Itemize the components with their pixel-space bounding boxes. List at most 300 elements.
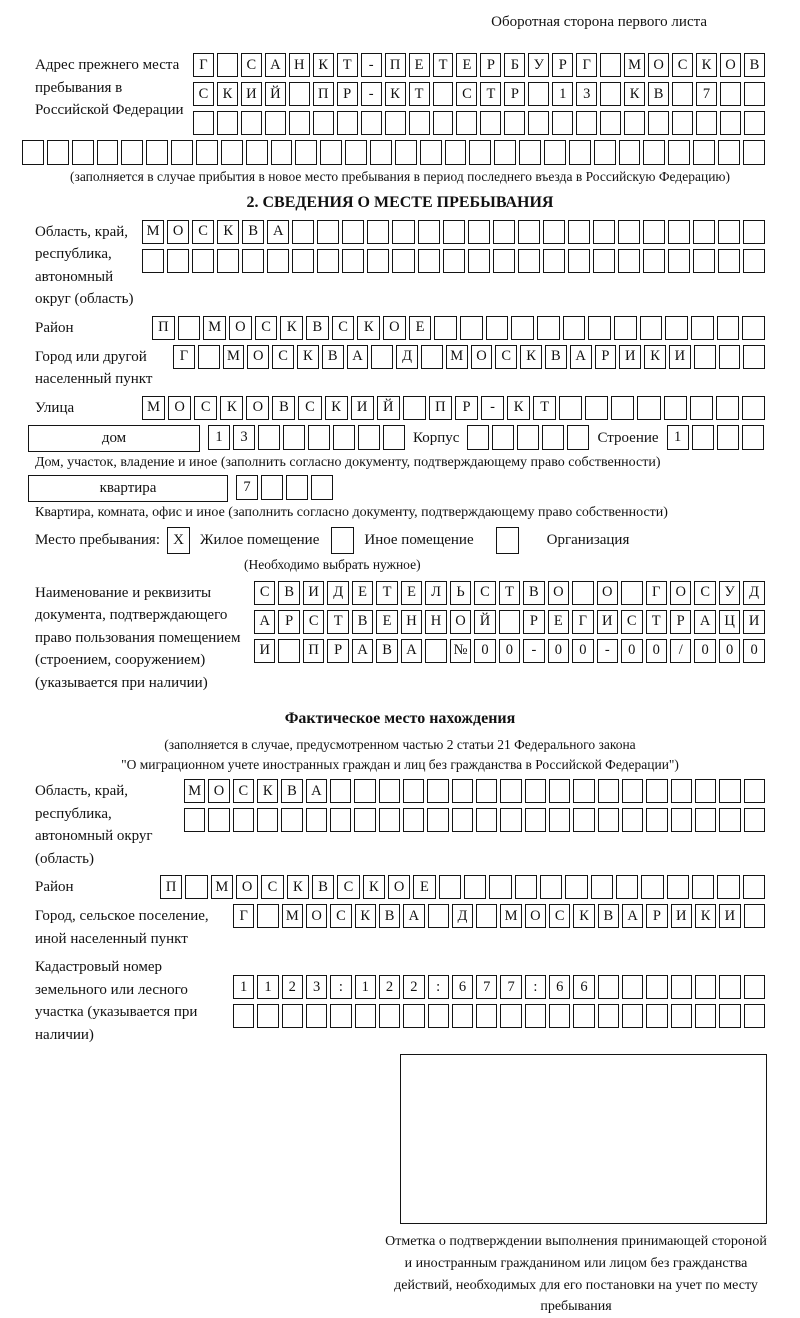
char-cell[interactable]: Т — [499, 581, 520, 605]
char-cell[interactable]: О — [383, 316, 406, 340]
char-cell[interactable]: К — [313, 53, 334, 77]
char-cell[interactable] — [257, 904, 278, 928]
char-cell[interactable]: К — [363, 875, 385, 899]
char-cell[interactable]: К — [217, 82, 238, 106]
char-cell[interactable] — [467, 425, 489, 450]
char-cell[interactable]: 2 — [379, 975, 400, 999]
char-cell[interactable] — [146, 140, 168, 165]
char-cell[interactable] — [354, 779, 375, 803]
char-cell[interactable]: А — [347, 345, 369, 369]
char-cell[interactable] — [518, 249, 540, 273]
char-cell[interactable]: М — [500, 904, 521, 928]
char-cell[interactable]: О — [597, 581, 618, 605]
char-cell[interactable]: Г — [646, 581, 667, 605]
char-cell[interactable] — [743, 875, 765, 899]
char-cell[interactable]: О — [236, 875, 258, 899]
char-cell[interactable] — [342, 249, 364, 273]
char-cell[interactable] — [549, 1004, 570, 1028]
char-cell[interactable] — [598, 1004, 619, 1028]
char-cell[interactable] — [418, 249, 440, 273]
char-cell[interactable]: 0 — [694, 639, 715, 663]
char-cell[interactable]: О — [450, 610, 471, 634]
char-cell[interactable] — [559, 396, 582, 420]
char-cell[interactable] — [493, 220, 515, 244]
char-cell[interactable]: С — [621, 610, 642, 634]
char-cell[interactable]: 1 — [208, 425, 230, 450]
char-cell[interactable]: П — [385, 53, 406, 77]
char-cell[interactable] — [643, 220, 665, 244]
char-cell[interactable]: М — [142, 396, 165, 420]
char-cell[interactable] — [717, 425, 739, 450]
char-cell[interactable] — [486, 316, 509, 340]
char-cell[interactable] — [499, 610, 520, 634]
char-cell[interactable] — [295, 140, 317, 165]
char-cell[interactable]: А — [306, 779, 327, 803]
char-cell[interactable] — [667, 875, 689, 899]
char-cell[interactable] — [445, 140, 467, 165]
char-cell[interactable] — [544, 140, 566, 165]
char-cell[interactable] — [540, 875, 562, 899]
char-cell[interactable] — [379, 1004, 400, 1028]
char-cell[interactable]: Й — [265, 82, 286, 106]
char-cell[interactable]: О — [167, 220, 189, 244]
char-cell[interactable]: Д — [743, 581, 764, 605]
char-cell[interactable]: В — [278, 581, 299, 605]
char-cell[interactable]: В — [242, 220, 264, 244]
char-cell[interactable] — [528, 82, 549, 106]
char-cell[interactable] — [460, 316, 483, 340]
char-cell[interactable] — [22, 140, 44, 165]
char-cell[interactable] — [624, 111, 645, 135]
char-cell[interactable] — [257, 808, 278, 832]
char-cell[interactable] — [379, 808, 400, 832]
char-cell[interactable] — [233, 808, 254, 832]
char-cell[interactable]: - — [361, 82, 382, 106]
char-cell[interactable]: : — [330, 975, 351, 999]
char-cell[interactable] — [694, 345, 716, 369]
char-cell[interactable] — [719, 1004, 740, 1028]
char-cell[interactable] — [395, 140, 417, 165]
char-cell[interactable]: У — [719, 581, 740, 605]
char-cell[interactable] — [593, 220, 615, 244]
char-cell[interactable] — [569, 140, 591, 165]
char-cell[interactable]: О — [670, 581, 691, 605]
char-cell[interactable] — [286, 475, 308, 500]
char-cell[interactable] — [744, 82, 765, 106]
char-cell[interactable]: В — [545, 345, 567, 369]
char-cell[interactable] — [185, 875, 207, 899]
char-cell[interactable]: Р — [595, 345, 617, 369]
char-cell[interactable] — [271, 140, 293, 165]
char-cell[interactable] — [208, 808, 229, 832]
char-cell[interactable]: К — [257, 779, 278, 803]
char-cell[interactable]: И — [619, 345, 641, 369]
char-cell[interactable] — [511, 316, 534, 340]
char-cell[interactable]: И — [719, 904, 740, 928]
char-cell[interactable] — [367, 220, 389, 244]
char-cell[interactable]: С — [298, 396, 321, 420]
char-cell[interactable] — [528, 111, 549, 135]
char-cell[interactable]: Т — [533, 396, 556, 420]
char-cell[interactable] — [468, 249, 490, 273]
char-cell[interactable] — [489, 875, 511, 899]
char-cell[interactable]: Е — [401, 581, 422, 605]
char-cell[interactable]: 7 — [500, 975, 521, 999]
char-cell[interactable] — [500, 808, 521, 832]
char-cell[interactable] — [742, 396, 765, 420]
char-cell[interactable]: В — [281, 779, 302, 803]
char-cell[interactable]: И — [743, 610, 764, 634]
char-cell[interactable]: А — [622, 904, 643, 928]
char-cell[interactable] — [392, 220, 414, 244]
char-cell[interactable]: Й — [377, 396, 400, 420]
char-cell[interactable]: 1 — [233, 975, 254, 999]
char-cell[interactable] — [719, 779, 740, 803]
char-cell[interactable]: И — [351, 396, 374, 420]
char-cell[interactable]: К — [507, 396, 530, 420]
char-cell[interactable] — [456, 111, 477, 135]
char-cell[interactable]: Т — [433, 53, 454, 77]
char-cell[interactable] — [585, 396, 608, 420]
char-cell[interactable]: Р — [523, 610, 544, 634]
char-cell[interactable] — [668, 249, 690, 273]
char-cell[interactable]: В — [744, 53, 765, 77]
char-cell[interactable] — [403, 1004, 424, 1028]
char-cell[interactable]: Т — [337, 53, 358, 77]
char-cell[interactable]: К — [287, 875, 309, 899]
char-cell[interactable]: В — [312, 875, 334, 899]
char-cell[interactable]: А — [254, 610, 275, 634]
char-cell[interactable] — [648, 111, 669, 135]
char-cell[interactable]: 1 — [667, 425, 689, 450]
char-cell[interactable] — [403, 396, 426, 420]
char-cell[interactable] — [292, 220, 314, 244]
char-cell[interactable] — [568, 249, 590, 273]
char-cell[interactable]: Е — [548, 610, 569, 634]
char-cell[interactable]: С — [261, 875, 283, 899]
char-cell[interactable] — [443, 220, 465, 244]
char-cell[interactable] — [330, 808, 351, 832]
char-cell[interactable] — [563, 316, 586, 340]
char-cell[interactable]: Т — [327, 610, 348, 634]
char-cell[interactable]: : — [525, 975, 546, 999]
char-cell[interactable]: К — [695, 904, 716, 928]
char-cell[interactable] — [278, 639, 299, 663]
char-cell[interactable]: 2 — [282, 975, 303, 999]
char-cell[interactable] — [718, 249, 740, 273]
char-cell[interactable] — [618, 220, 640, 244]
char-cell[interactable]: 2 — [403, 975, 424, 999]
char-cell[interactable] — [171, 140, 193, 165]
char-cell[interactable]: - — [481, 396, 504, 420]
char-cell[interactable]: С — [456, 82, 477, 106]
char-cell[interactable]: - — [361, 53, 382, 77]
char-cell[interactable]: - — [597, 639, 618, 663]
char-cell[interactable] — [500, 779, 521, 803]
char-cell[interactable]: С — [694, 581, 715, 605]
char-cell[interactable] — [693, 220, 715, 244]
char-cell[interactable]: С — [192, 220, 214, 244]
char-cell[interactable]: 7 — [236, 475, 258, 500]
char-cell[interactable] — [594, 140, 616, 165]
char-cell[interactable] — [425, 639, 446, 663]
char-cell[interactable] — [719, 808, 740, 832]
char-cell[interactable]: Е — [352, 581, 373, 605]
char-cell[interactable] — [744, 111, 765, 135]
char-cell[interactable]: О — [246, 396, 269, 420]
char-cell[interactable] — [317, 249, 339, 273]
char-cell[interactable] — [616, 875, 638, 899]
char-cell[interactable] — [492, 425, 514, 450]
char-cell[interactable] — [261, 475, 283, 500]
char-cell[interactable] — [672, 111, 693, 135]
char-cell[interactable] — [744, 904, 765, 928]
char-cell[interactable]: № — [450, 639, 471, 663]
char-cell[interactable] — [500, 1004, 521, 1028]
char-cell[interactable]: Р — [480, 53, 501, 77]
char-cell[interactable]: П — [160, 875, 182, 899]
char-cell[interactable] — [493, 249, 515, 273]
char-cell[interactable]: О — [648, 53, 669, 77]
char-cell[interactable] — [525, 808, 546, 832]
char-cell[interactable]: А — [403, 904, 424, 928]
char-cell[interactable] — [333, 425, 355, 450]
char-cell[interactable] — [565, 875, 587, 899]
char-cell[interactable] — [355, 1004, 376, 1028]
char-cell[interactable]: О — [247, 345, 269, 369]
char-cell[interactable]: 0 — [621, 639, 642, 663]
char-cell[interactable]: И — [669, 345, 691, 369]
char-cell[interactable] — [664, 396, 687, 420]
char-cell[interactable]: С — [193, 82, 214, 106]
char-cell[interactable] — [242, 249, 264, 273]
char-cell[interactable]: С — [254, 581, 275, 605]
char-cell[interactable]: И — [303, 581, 324, 605]
char-cell[interactable]: И — [671, 904, 692, 928]
char-cell[interactable] — [385, 111, 406, 135]
char-cell[interactable] — [744, 975, 765, 999]
char-cell[interactable]: А — [352, 639, 373, 663]
char-cell[interactable] — [420, 140, 442, 165]
char-cell[interactable] — [600, 111, 621, 135]
char-cell[interactable]: Е — [376, 610, 397, 634]
char-cell[interactable] — [494, 140, 516, 165]
char-cell[interactable] — [221, 140, 243, 165]
char-cell[interactable]: В — [306, 316, 329, 340]
char-cell[interactable]: Г — [576, 53, 597, 77]
char-cell[interactable] — [306, 808, 327, 832]
char-cell[interactable]: М — [446, 345, 468, 369]
char-cell[interactable]: К — [217, 220, 239, 244]
char-cell[interactable]: К — [325, 396, 348, 420]
char-cell[interactable]: 6 — [573, 975, 594, 999]
char-cell[interactable] — [622, 779, 643, 803]
char-cell[interactable] — [193, 111, 214, 135]
char-cell[interactable] — [476, 904, 497, 928]
char-cell[interactable]: 0 — [743, 639, 764, 663]
char-cell[interactable] — [719, 345, 741, 369]
char-cell[interactable]: Р — [552, 53, 573, 77]
char-cell[interactable]: О — [720, 53, 741, 77]
char-cell[interactable]: К — [355, 904, 376, 928]
char-cell[interactable]: С — [272, 345, 294, 369]
char-cell[interactable]: П — [303, 639, 324, 663]
char-cell[interactable]: 3 — [576, 82, 597, 106]
char-cell[interactable] — [233, 1004, 254, 1028]
char-cell[interactable]: И — [254, 639, 275, 663]
char-cell[interactable]: Г — [193, 53, 214, 77]
char-cell[interactable]: К — [297, 345, 319, 369]
char-cell[interactable]: 6 — [549, 975, 570, 999]
char-cell[interactable] — [692, 875, 714, 899]
char-cell[interactable]: Д — [452, 904, 473, 928]
checkbox-zhiloe[interactable]: X — [167, 527, 190, 554]
char-cell[interactable]: С — [255, 316, 278, 340]
char-cell[interactable] — [313, 111, 334, 135]
char-cell[interactable] — [427, 779, 448, 803]
char-cell[interactable] — [542, 425, 564, 450]
char-cell[interactable]: 0 — [499, 639, 520, 663]
char-cell[interactable] — [611, 396, 634, 420]
char-cell[interactable] — [330, 779, 351, 803]
char-cell[interactable]: И — [597, 610, 618, 634]
char-cell[interactable] — [289, 111, 310, 135]
char-cell[interactable] — [370, 140, 392, 165]
char-cell[interactable]: / — [670, 639, 691, 663]
char-cell[interactable]: В — [379, 904, 400, 928]
char-cell[interactable]: : — [428, 975, 449, 999]
char-cell[interactable] — [622, 975, 643, 999]
char-cell[interactable]: 7 — [476, 975, 497, 999]
char-cell[interactable]: И — [241, 82, 262, 106]
char-cell[interactable] — [47, 140, 69, 165]
char-cell[interactable]: Г — [233, 904, 254, 928]
char-cell[interactable] — [358, 425, 380, 450]
char-cell[interactable] — [692, 425, 714, 450]
char-cell[interactable] — [576, 111, 597, 135]
char-cell[interactable]: Р — [670, 610, 691, 634]
char-cell[interactable] — [691, 316, 714, 340]
char-cell[interactable] — [308, 425, 330, 450]
char-cell[interactable] — [665, 316, 688, 340]
char-cell[interactable]: М — [184, 779, 205, 803]
char-cell[interactable] — [281, 808, 302, 832]
char-cell[interactable]: 6 — [452, 975, 473, 999]
char-cell[interactable]: Б — [504, 53, 525, 77]
char-cell[interactable]: 0 — [548, 639, 569, 663]
char-cell[interactable] — [379, 779, 400, 803]
char-cell[interactable] — [643, 140, 665, 165]
char-cell[interactable]: 1 — [552, 82, 573, 106]
char-cell[interactable] — [443, 249, 465, 273]
char-cell[interactable]: О — [229, 316, 252, 340]
char-cell[interactable]: С — [332, 316, 355, 340]
char-cell[interactable] — [383, 425, 405, 450]
char-cell[interactable] — [439, 875, 461, 899]
char-cell[interactable] — [476, 779, 497, 803]
char-cell[interactable] — [743, 220, 765, 244]
char-cell[interactable] — [504, 111, 525, 135]
char-cell[interactable]: Р — [337, 82, 358, 106]
char-cell[interactable] — [600, 53, 621, 77]
char-cell[interactable] — [192, 249, 214, 273]
char-cell[interactable] — [178, 316, 201, 340]
char-cell[interactable]: В — [322, 345, 344, 369]
checkbox-inoe[interactable] — [331, 527, 354, 554]
char-cell[interactable]: Т — [646, 610, 667, 634]
char-cell[interactable] — [198, 345, 220, 369]
char-cell[interactable]: В — [352, 610, 373, 634]
char-cell[interactable]: С — [330, 904, 351, 928]
char-cell[interactable] — [476, 808, 497, 832]
char-cell[interactable]: К — [573, 904, 594, 928]
char-cell[interactable] — [428, 904, 449, 928]
char-cell[interactable] — [744, 808, 765, 832]
char-cell[interactable]: В — [648, 82, 669, 106]
char-cell[interactable] — [646, 975, 667, 999]
char-cell[interactable]: А — [267, 220, 289, 244]
char-cell[interactable] — [641, 875, 663, 899]
char-cell[interactable]: К — [520, 345, 542, 369]
char-cell[interactable]: В — [523, 581, 544, 605]
char-cell[interactable] — [671, 779, 692, 803]
checkbox-organizaciya[interactable] — [496, 527, 519, 554]
char-cell[interactable] — [618, 249, 640, 273]
char-cell[interactable]: Р — [646, 904, 667, 928]
char-cell[interactable] — [719, 975, 740, 999]
char-cell[interactable] — [476, 1004, 497, 1028]
char-cell[interactable]: К — [624, 82, 645, 106]
char-cell[interactable]: М — [223, 345, 245, 369]
char-cell[interactable] — [72, 140, 94, 165]
char-cell[interactable]: О — [548, 581, 569, 605]
char-cell[interactable] — [217, 53, 238, 77]
char-cell[interactable]: О — [208, 779, 229, 803]
char-cell[interactable] — [598, 975, 619, 999]
char-cell[interactable]: О — [168, 396, 191, 420]
char-cell[interactable] — [367, 249, 389, 273]
char-cell[interactable] — [671, 1004, 692, 1028]
char-cell[interactable]: А — [694, 610, 715, 634]
char-cell[interactable] — [217, 249, 239, 273]
char-cell[interactable] — [196, 140, 218, 165]
char-cell[interactable] — [283, 425, 305, 450]
char-cell[interactable] — [598, 779, 619, 803]
char-cell[interactable] — [265, 111, 286, 135]
char-cell[interactable] — [345, 140, 367, 165]
char-cell[interactable] — [646, 808, 667, 832]
char-cell[interactable]: А — [570, 345, 592, 369]
char-cell[interactable] — [720, 82, 741, 106]
char-cell[interactable] — [690, 396, 713, 420]
char-cell[interactable]: К — [280, 316, 303, 340]
char-cell[interactable]: Т — [409, 82, 430, 106]
char-cell[interactable] — [403, 779, 424, 803]
char-cell[interactable] — [668, 220, 690, 244]
char-cell[interactable] — [695, 1004, 716, 1028]
char-cell[interactable]: Н — [289, 53, 310, 77]
char-cell[interactable]: 0 — [474, 639, 495, 663]
char-cell[interactable]: Й — [474, 610, 495, 634]
char-cell[interactable]: В — [272, 396, 295, 420]
char-cell[interactable]: - — [523, 639, 544, 663]
char-cell[interactable]: М — [282, 904, 303, 928]
char-cell[interactable]: С — [194, 396, 217, 420]
char-cell[interactable]: С — [241, 53, 262, 77]
char-cell[interactable]: М — [624, 53, 645, 77]
char-cell[interactable]: С — [233, 779, 254, 803]
char-cell[interactable] — [525, 1004, 546, 1028]
